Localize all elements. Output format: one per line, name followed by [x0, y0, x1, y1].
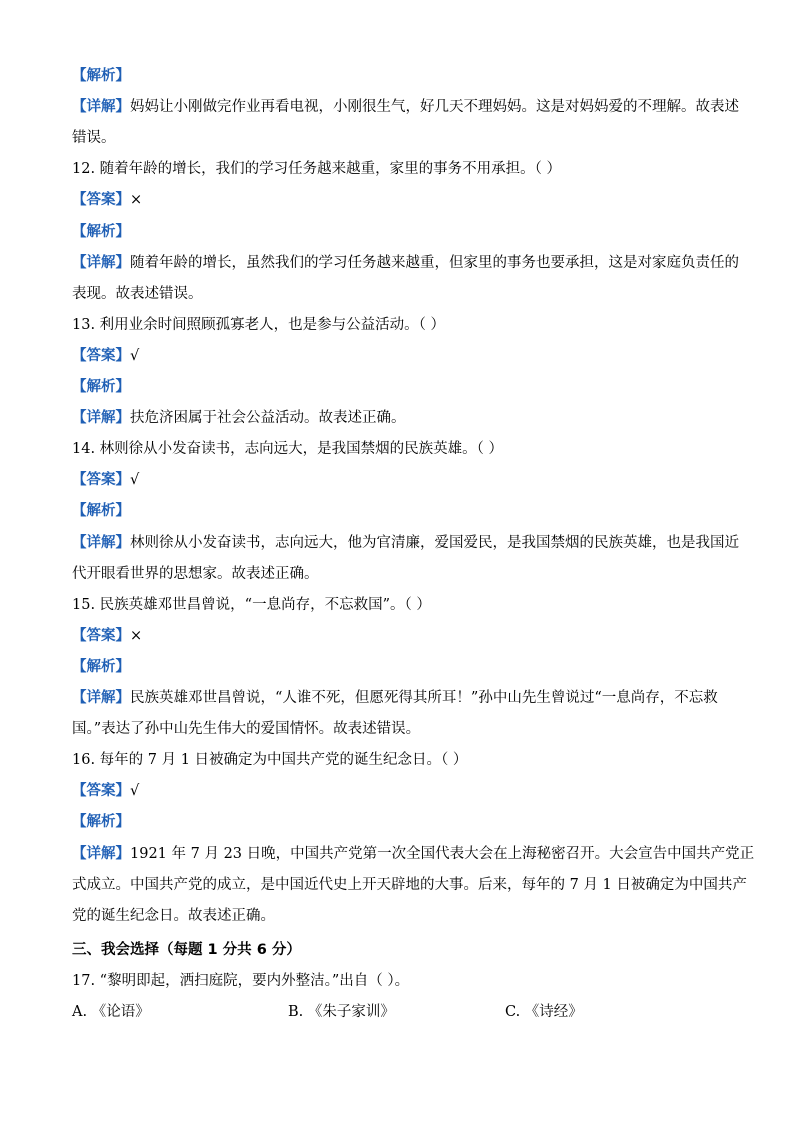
answer-line — [72, 253, 739, 273]
line-text: 表现。故表述错误。 — [72, 286, 203, 302]
answer-line — [72, 66, 130, 86]
section-tag: 【解析】 — [72, 814, 130, 830]
text-line — [72, 284, 203, 304]
line-text: 1921 年 7 月 23 日晚，中国共产党第一次全国代表大会在上海秘密召开。大会宣告中国共产党正 — [130, 846, 755, 862]
section-tag: 【答案】 — [72, 472, 130, 488]
answer-line — [72, 626, 142, 646]
text-line — [72, 719, 420, 739]
answer-line — [72, 377, 130, 397]
answer-line — [72, 781, 139, 801]
section-tag: 【答案】 — [72, 348, 130, 364]
text-line — [72, 128, 116, 148]
text-line — [72, 906, 275, 926]
section-tag: 【解析】 — [72, 224, 130, 240]
answer-line — [72, 408, 406, 428]
line-text: √ — [130, 783, 140, 799]
line-text: × — [130, 628, 143, 644]
text-line — [72, 750, 467, 770]
section-tag: 【解析】 — [72, 379, 130, 395]
section-tag: 【解析】 — [72, 503, 130, 519]
line-text: 错误。 — [72, 130, 116, 146]
line-text: 随着年龄的增长，虽然我们的学习任务越来越重，但家里的事务也要承担，这是对家庭负责任的 — [130, 255, 739, 271]
answer-line — [72, 97, 739, 117]
section-tag: 【解析】 — [72, 659, 130, 675]
answer-line — [72, 470, 139, 490]
line-text: 扶危济困属于社会公益活动。故表述正确。 — [130, 410, 406, 426]
answer-line — [72, 812, 130, 832]
section-tag: 【答案】 — [72, 628, 130, 644]
line-text: 代开眼看世界的思想家。故表述正确。 — [72, 566, 319, 582]
line-text: 15. 民族英雄邓世昌曾说，“一息尚存，不忘救国”。（ ） — [72, 597, 431, 613]
text-line — [72, 564, 319, 584]
text-line — [72, 159, 561, 179]
line-text: 14. 林则徐从小发奋读书，志向远大，是我国禁烟的民族英雄。（ ） — [72, 441, 504, 457]
line-text: √ — [130, 472, 140, 488]
answer-line — [72, 688, 718, 708]
line-text: 民族英雄邓世昌曾说，“人谁不死，但愿死得其所耳！”孙中山先生曾说过“一息尚存，不忘救 — [130, 690, 718, 706]
text-line — [72, 439, 503, 459]
section-tag: 【详解】 — [72, 255, 130, 271]
section-tag: 【答案】 — [72, 783, 130, 799]
option-b: B. 《朱子家训》 — [288, 1004, 395, 1020]
question-17: 17. “黎明即起，洒扫庭院，要内外整洁。”出自（ ）。 — [72, 973, 410, 989]
section-tag: 【解析】 — [72, 68, 130, 84]
option-c: C. 《诗经》 — [505, 1004, 583, 1020]
answer-line — [72, 346, 139, 366]
option-a: A. 《论语》 — [72, 1004, 150, 1020]
line-text: 16. 每年的 7 月 1 日被确定为中国共产党的诞生纪念日。（ ） — [72, 752, 468, 768]
section-tag: 【详解】 — [72, 99, 130, 115]
line-text: 国。”表达了孙中山先生伟大的爱国情怀。故表述错误。 — [72, 721, 421, 737]
section-tag: 【详解】 — [72, 535, 130, 551]
section-tag: 【详解】 — [72, 846, 130, 862]
section-tag: 【详解】 — [72, 690, 130, 706]
line-text: × — [130, 192, 143, 208]
answer-line — [72, 533, 739, 553]
answer-line — [72, 190, 142, 210]
line-text: 党的诞生纪念日。故表述正确。 — [72, 908, 275, 924]
answer-line — [72, 844, 754, 864]
answer-line — [72, 501, 130, 521]
line-text: 妈妈让小刚做完作业再看电视，小刚很生气，好几天不理妈妈。这是对妈妈爱的不理解。故表述 — [130, 99, 739, 115]
answer-line — [72, 222, 130, 242]
text-line — [72, 875, 747, 895]
section-tag: 【详解】 — [72, 410, 130, 426]
line-text: 式成立。中国共产党的成立，是中国近代史上开天辟地的大事。后来，每年的 7 月 1 日被确定为中国共产 — [72, 877, 747, 893]
line-text: 12. 随着年龄的增长，我们的学习任务越来越重，家里的事务不用承担。（ ） — [72, 161, 562, 177]
answer-line — [72, 657, 130, 677]
text-line — [72, 595, 431, 615]
line-text: √ — [130, 348, 140, 364]
line-text: 林则徐从小发奋读书，志向远大，他为官清廉，爱国爱民，是我国禁烟的民族英雄，也是我国近 — [130, 535, 739, 551]
section-tag: 【答案】 — [72, 192, 130, 208]
line-text: 13. 利用业余时间照顾孤寡老人，也是参与公益活动。（ ） — [72, 317, 446, 333]
text-line — [72, 315, 445, 335]
section-title: 三、我会选择（每题 1 分共 6 分） — [72, 942, 301, 958]
